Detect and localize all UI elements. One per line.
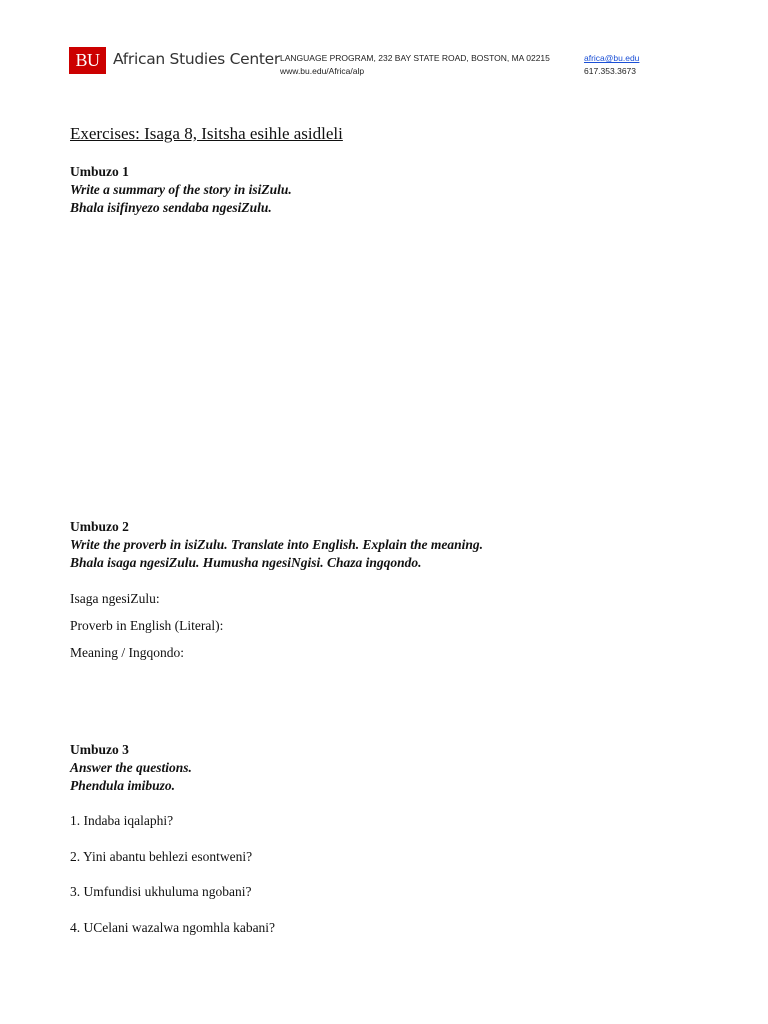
list-item: 1. Indaba iqalaphi? bbox=[70, 813, 174, 828]
question-heading: Umbuzo 2 bbox=[70, 519, 129, 534]
email-link[interactable]: africa@bu.edu bbox=[584, 53, 640, 63]
list-item: 4. UCelani wazalwa ngomhla kabani? bbox=[70, 920, 276, 935]
address-line: LANGUAGE PROGRAM, 232 BAY STATE ROAD, BOSTON, MA 02215 bbox=[280, 53, 550, 63]
question-1 bbox=[70, 163, 292, 217]
website-line: www.bu.edu/Africa/alp bbox=[280, 66, 365, 76]
field-label: Proverb in English (Literal): bbox=[70, 618, 224, 633]
field-label: Isaga ngesiZulu: bbox=[70, 591, 160, 606]
instruction-english: Answer the questions. bbox=[70, 760, 192, 775]
question-heading: Umbuzo 3 bbox=[70, 742, 129, 757]
bu-logo bbox=[69, 47, 106, 74]
phone-number: 617.353.3673 bbox=[584, 66, 636, 76]
page-title: Exercises: Isaga 8, Isitsha esihle asidleli bbox=[70, 124, 343, 143]
instruction-zulu: Bhala isifinyezo sendaba ngesiZulu. bbox=[70, 200, 272, 215]
header-address bbox=[280, 52, 550, 78]
list-item: 3. Umfundisi ukhuluma ngobani? bbox=[70, 884, 252, 899]
instruction-english: Write the proverb in isiZulu. Translate into English. Explain the meaning. bbox=[70, 537, 483, 552]
list-item: 2. Yini abantu behlezi esontweni? bbox=[70, 849, 253, 864]
question-heading: Umbuzo 1 bbox=[70, 164, 129, 179]
instruction-zulu: Phendula imibuzo. bbox=[70, 778, 176, 793]
header-contact bbox=[584, 52, 639, 78]
center-name: African Studies Center bbox=[113, 50, 280, 68]
question-2 bbox=[70, 518, 483, 572]
question-3 bbox=[70, 741, 192, 795]
logo-text: BU bbox=[75, 50, 100, 70]
instruction-zulu: Bhala isaga ngesiZulu. Humusha ngesiNgisi. Chaza ingqondo. bbox=[70, 555, 422, 570]
field-label: Meaning / Ingqondo: bbox=[70, 645, 184, 660]
instruction-english: Write a summary of the story in isiZulu. bbox=[70, 182, 292, 197]
